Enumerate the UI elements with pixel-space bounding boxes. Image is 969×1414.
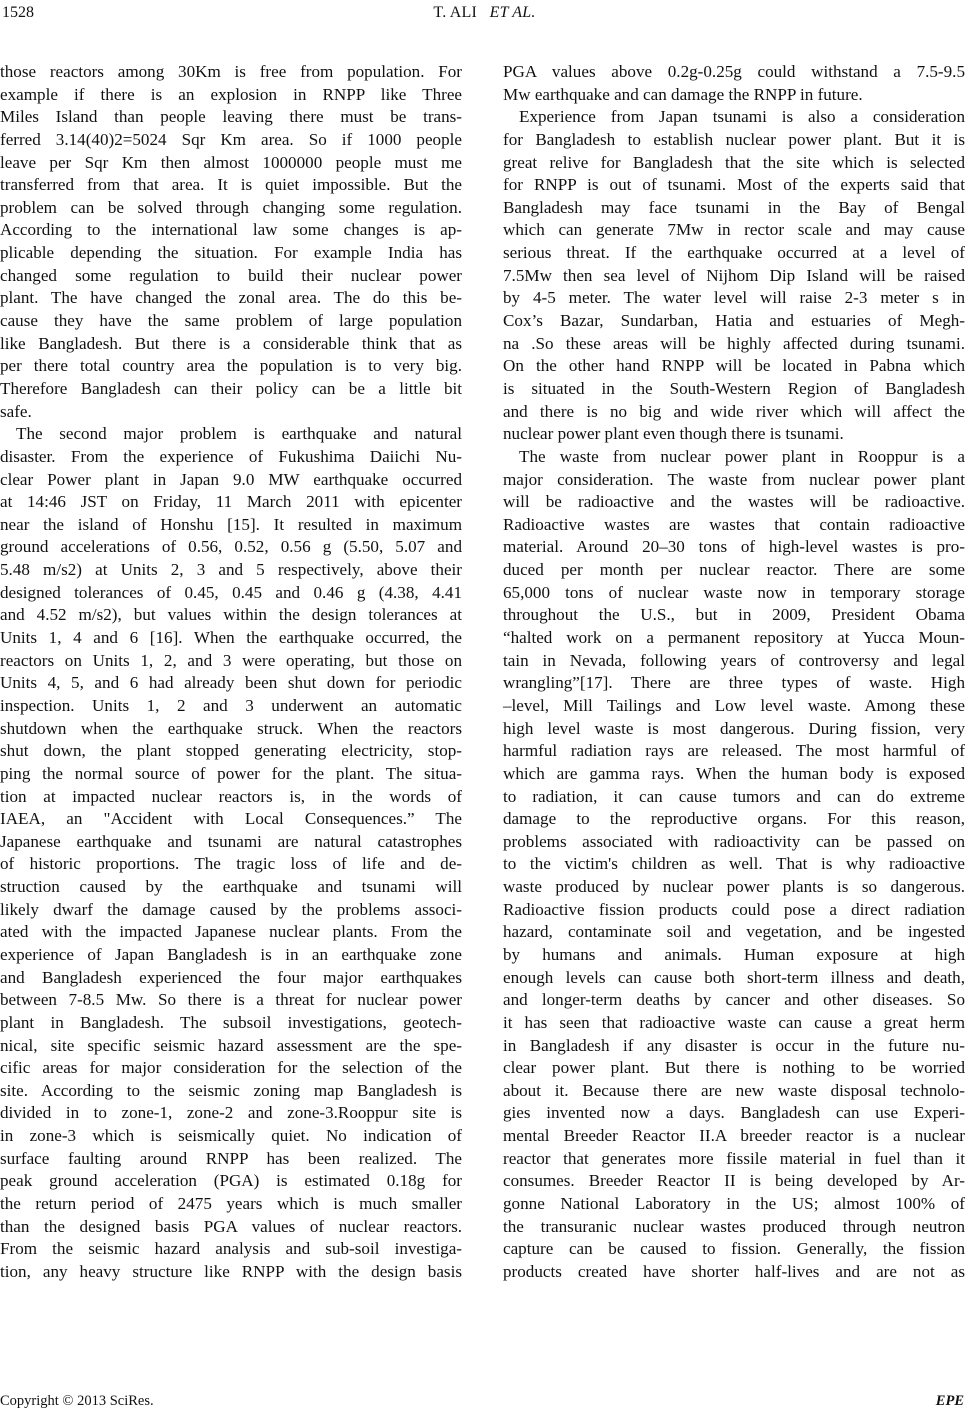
text-line: nuclear power plant even though there is tsunami. — [503, 424, 844, 444]
page-header — [0, 0, 969, 30]
text-line: hazard, contaminate soil and vegetation, and be ingested — [503, 922, 965, 942]
text-line: damage to the reproductive organs. For this reason, — [503, 809, 965, 829]
text-line: divided in to zone-1, zone-2 and zone-3.Rooppur site is — [0, 1103, 462, 1123]
text-line: plicable depending the situation. For example India has — [0, 243, 462, 263]
text-line: Miles Island than people leaving there must be trans- — [0, 107, 462, 127]
text-line: Radioactive fission products could pose a direct radiation — [503, 899, 965, 919]
text-line: waste produced by nuclear power plants is so dangerous. — [503, 877, 965, 897]
text-line: changed some regulation to build their nuclear power — [0, 265, 462, 285]
text-line: it has seen that radioactive waste can cause a great herm — [503, 1012, 965, 1032]
text-line: consumes. Breeder Reactor II is being developed by Ar- — [503, 1171, 965, 1191]
text-line: ated with the impacted Japanese nuclear plants. From the — [0, 922, 462, 942]
text-line: ferred 3.14(40)2=5024 Sqr Km area. So if 1000 people — [0, 129, 462, 149]
text-line: by 4-5 meter. The water level will raise 2-3 meter s in — [503, 288, 965, 308]
text-line: in zone-3 which is seismically quiet. No indication of — [0, 1126, 462, 1146]
running-head-etal: ET AL. — [489, 4, 536, 21]
text-line: material. Around 20–30 tons of high-level wastes is pro- — [503, 537, 965, 557]
text-line: high level waste is most dangerous. During fission, very — [503, 718, 965, 738]
text-line: “halted work on a permanent repository at Yucca Moun- — [503, 628, 965, 648]
running-head — [0, 4, 969, 22]
text-line: which can generate 7Mw in rector scale and may cause — [503, 220, 965, 240]
text-line: –level, Mill Tailings and Low level waste. Among these — [503, 695, 965, 715]
text-line: and Bangladesh experienced the four major earthquakes — [0, 967, 462, 987]
text-line: Japanese earthquake and tsunami are natural catastrophes — [0, 831, 462, 851]
text-line: 65,000 tons of nuclear waste now in temporary storage — [503, 582, 965, 602]
text-line: will be radioactive and the wastes will be radioactive. — [503, 492, 965, 512]
text-line: IAEA, an "Accident with Local Consequences.” The — [0, 809, 462, 829]
text-line: those reactors among 30Km is free from population. For — [0, 62, 462, 81]
text-line: wrangling”[17]. There are three types of waste. High — [503, 673, 965, 693]
text-line: designed tolerances of 0.45, 0.45 and 0.46 g (4.38, 4.41 — [0, 582, 462, 602]
text-line: and there is no big and wide river which will affect the — [503, 401, 965, 421]
text-line: struction caused by the earthquake and tsunami will — [0, 877, 462, 897]
text-line: tain in Nevada, following years of controversy and legal — [503, 650, 965, 670]
text-line: in Bangladesh if any disaster is occur in the future nu- — [503, 1035, 965, 1055]
text-line: major consideration. The waste from nuclear power plant — [503, 469, 965, 489]
text-line: to the victim's children as well. That is why radioactive — [503, 854, 965, 874]
text-line: problems associated with radioactivity can be passed on — [503, 831, 965, 851]
text-line: leave per Sqr Km then almost 1000000 people must me — [0, 152, 462, 172]
left-text-column — [0, 61, 462, 1284]
text-line: tion at impacted nuclear reactors is, in the words of — [0, 786, 462, 806]
page-number: 1528 — [2, 4, 34, 21]
text-line: site. According to the seismic zoning map Bangladesh is — [0, 1080, 462, 1100]
text-line: Units 4, 5, and 6 had already been shut down for periodic — [0, 673, 462, 693]
text-line: great relive for Bangladesh that the site which is selected — [503, 152, 965, 172]
text-line: shutdown when the earthquake struck. When the reactors — [0, 718, 462, 738]
journal-abbreviation: EPE — [935, 1393, 964, 1409]
text-line: likely dwarf the damage caused by the problems associ- — [0, 899, 462, 919]
text-line: gies invented now a days. Bangladesh can use Experi- — [503, 1103, 965, 1123]
text-line: for RNPP is out of tsunami. Most of the experts said that — [503, 175, 965, 195]
text-line: harmful radiation rays are released. The most harmful of — [503, 741, 965, 761]
text-line: Therefore Bangladesh can their policy can be a little bit — [0, 378, 462, 398]
text-line: cific areas for major consideration for the selection of the — [0, 1058, 462, 1078]
text-line: On the other hand RNPP will be located in Pabna which — [503, 356, 965, 376]
text-line: Mw earthquake and can damage the RNPP in future. — [503, 84, 863, 104]
text-line: peak ground acceleration (PGA) is estimated 0.18g for — [0, 1171, 462, 1191]
text-line: inspection. Units 1, 2 and 3 underwent an automatic — [0, 695, 462, 715]
text-line: shut down, the plant stopped generating electricity, stop- — [0, 741, 462, 761]
text-line: near the island of Honshu [15]. It resulted in maximum — [0, 514, 462, 534]
text-line: reactor that generates more fissile material in fuel than it — [503, 1148, 965, 1168]
text-line: disaster. From the experience of Fukushima Daiichi Nu- — [0, 446, 462, 466]
text-line: reactors on Units 1, 2, and 3 were operating, but those on — [0, 650, 462, 670]
text-line: PGA values above 0.2g-0.25g could withstand a 7.5-9.5 — [503, 62, 965, 81]
text-line: clear power plant. But there is nothing to be worried — [503, 1058, 965, 1078]
text-line: From the seismic hazard analysis and sub-soil investiga- — [0, 1239, 462, 1259]
text-line: plant. The have changed the zonal area. The do this be- — [0, 288, 462, 308]
text-line: for Bangladesh to establish nuclear power plant. But it is — [503, 129, 965, 149]
text-line: clear Power plant in Japan 9.0 MW earthquake occurred — [0, 469, 462, 489]
text-line: by humans and animals. Human exposure at high — [503, 944, 965, 964]
text-line: like Bangladesh. But there is a considerable think that as — [0, 333, 462, 353]
text-line: Cox’s Bazar, Sundarban, Hatia and estuaries of Megh- — [503, 311, 965, 331]
text-line: and 4.52 m/s2), but values within the design tolerances at — [0, 605, 462, 625]
text-line: of historic proportions. The tragic loss of life and de- — [0, 854, 462, 874]
text-line: Bangladesh may face tsunami in the Bay of Bengal — [503, 197, 965, 217]
text-line: duced per month per nuclear reactor. There are some — [503, 560, 965, 580]
text-line: between 7-8.5 Mw. So there is a threat for nuclear power — [0, 990, 462, 1010]
text-line: na .So these areas will be highly affected during tsunami. — [503, 333, 965, 353]
text-line: ground accelerations of 0.56, 0.52, 0.56 g (5.50, 5.07 and — [0, 537, 462, 557]
text-line: enough levels can cause both short-term illness and death, — [503, 967, 965, 987]
text-line: products created have shorter half-lives and are not as — [503, 1261, 965, 1281]
text-line: the return period of 2475 years which is much smaller — [0, 1194, 462, 1214]
text-line: surface faulting around RNPP has been realized. The — [0, 1148, 462, 1168]
text-line: problem can be solved through changing some regulation. — [0, 197, 462, 217]
text-line: tion, any heavy structure like RNPP with the design basis — [0, 1261, 462, 1281]
text-line: safe. — [0, 401, 32, 421]
paragraph-first-line: The waste from nuclear power plant in Rooppur is a — [519, 446, 965, 466]
text-line: nical, site specific seismic hazard assessment are the spe- — [0, 1035, 462, 1055]
text-line: plant in Bangladesh. The subsoil investigations, geotech- — [0, 1012, 462, 1032]
text-line: throughout the U.S., but in 2009, President Obama — [503, 605, 965, 625]
text-line: example if there is an explosion in RNPP like Three — [0, 84, 462, 104]
text-line: 7.5Mw then sea level of Nijhom Dip Island will be raised — [503, 265, 965, 285]
text-line: per there total country area the population is to very big. — [0, 356, 462, 376]
text-line: experience of Japan Bangladesh is in an earthquake zone — [0, 944, 462, 964]
text-line: mental Breeder Reactor II.A breeder reactor is a nuclear — [503, 1126, 965, 1146]
page-footer — [0, 1393, 969, 1413]
text-line: which are gamma rays. When the human body is exposed — [503, 763, 965, 783]
text-line: ping the normal source of power for the plant. The situa- — [0, 763, 462, 783]
text-line: Radioactive wastes are wastes that contain radioactive — [503, 514, 965, 534]
text-line: than the designed basis PGA values of nuclear reactors. — [0, 1216, 462, 1236]
text-line: about it. Because there are new waste disposal technolo- — [503, 1080, 965, 1100]
right-text-column — [503, 61, 965, 1284]
text-line: capture can be caused to fission. Generally, the fission — [503, 1239, 965, 1259]
copyright-notice: Copyright © 2013 SciRes. — [0, 1393, 154, 1409]
text-line: serious threat. If the earthquake occurred at a level of — [503, 243, 965, 263]
paragraph-first-line: Experience from Japan tsunami is also a consideration — [519, 107, 965, 127]
text-line: to radiation, it can cause tumors and can do extreme — [503, 786, 965, 806]
text-line: Units 1, 4 and 6 [16]. When the earthquake occurred, the — [0, 628, 462, 648]
text-line: and longer-term deaths by cancer and other diseases. So — [503, 990, 965, 1010]
paragraph-first-line: The second major problem is earthquake and natural — [16, 424, 462, 444]
text-line: cause they have the same problem of large population — [0, 311, 462, 331]
text-line: According to the international law some changes is ap- — [0, 220, 462, 240]
running-head-authors: T. ALI — [433, 4, 477, 21]
text-line: the transuranic nuclear wastes produced through neutron — [503, 1216, 965, 1236]
text-line: transferred from that area. It is quiet impossible. But the — [0, 175, 462, 195]
text-line: is situated in the South-Western Region of Bangladesh — [503, 378, 965, 398]
text-line: gonne National Laboratory in the US; almost 100% of — [503, 1194, 965, 1214]
text-line: at 14:46 JST on Friday, 11 March 2011 with epicenter — [0, 492, 462, 512]
text-line: 5.48 m/s2) at Units 2, 3 and 5 respectively, above their — [0, 560, 462, 580]
